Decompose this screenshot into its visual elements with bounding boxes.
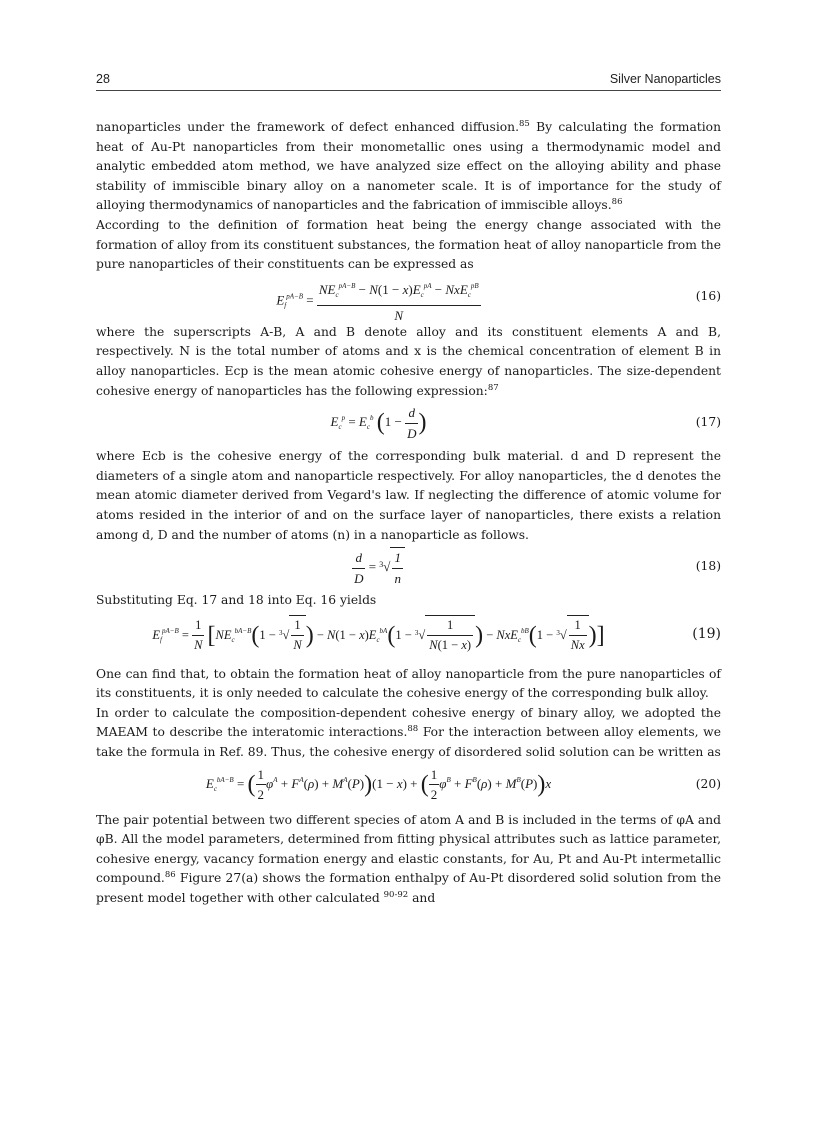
citation: 90-92	[383, 890, 409, 901]
page-body	[96, 118, 721, 909]
citation: 86	[611, 197, 623, 208]
citation: 85	[519, 119, 530, 129]
equation-number: (19)	[692, 625, 721, 642]
paragraph-6: One can find that, to obtain the formation heat of alloy nanoparticle from the pure nanoparticles of its constituents, it is only needed to calculate the cohesive energy of the corresponding bulk alloy.	[96, 666, 721, 701]
header-rule	[96, 90, 721, 91]
equation-19: $E_f^{pA-B}$ = $\frac{1}{N}$ [$NE_c^{bA-B}(1 - ^3√$ $\frac{1}{N}$ ) − $N(1 - x)E_c^{bA}(1 - ^3√$ $\frac{1}{N(1 - x)}$ ) − NxE$_c^{bB}$(1 − $^3$√ $\frac{1}{Nx}$ )] (19)	[96, 611, 721, 665]
citation: 86	[164, 870, 176, 881]
equation-number: (16)	[695, 288, 721, 303]
equation-number: (18)	[695, 559, 721, 574]
paragraph-4: where Ecb is the cohesive energy of the corresponding bulk material. d and D represent the diameters of a single atom and nanoparticle respectively. For alloy nanoparticles, the d denotes the mean atomic diameter derived from Vegard's law. If neglecting the difference of atomic volume for atoms resided in the interior of and on the surface layer of nanoparticles, there exists a relation among d, D and the number of atoms (n) in a nanoparticle as follows.	[96, 449, 721, 542]
paragraph-7: In order to calculate the composition-dependent cohesive energy of binary alloy, we adopted the MAEAM to describe the interatomic interactions.$^{88}$ For the interaction between alloy elements, we take the formula in Ref. 89. Thus, the cohesive energy of disordered solid solution can be written as	[96, 705, 721, 760]
paragraph-5: Substituting Eq. 17 and 18 into Eq. 16 yields	[96, 593, 377, 608]
equation-16: $E_f^{pA-B}$ = $\frac{NE_c^{pA-B} - N(1 - x)E_c^{pA} - NxE_c^{pB}}{N}$ (16)	[96, 275, 721, 323]
equation-number: (17)	[695, 415, 721, 430]
running-title: Silver Nanoparticles	[609, 72, 721, 86]
page-number: 28	[96, 72, 110, 86]
paragraph-1: nanoparticles under the framework of defect enhanced diffusion.$^{85}$ By calculating the formation heat of Au-Pt nanoparticles from their monometallic ones using a thermodynamic model and analytic embedded atom method, we have analyzed size effect on the alloying ability and phase stability of immiscible binary alloy on a nanometer scale. It is of importance for the study of alloying thermodynamics of nanoparticles and the fabrication of immiscible alloys.$^{86}$	[96, 119, 721, 213]
paragraph-8: The pair potential between two different species of atom A and B is included in the terms of φA and φB. All the model parameters, determined from fitting physical attributes such as lattice parameter, cohesive energy, vacancy formation energy and elastic constants, for Au, Pt and Au-Pt intermetallic compound.$^{86}$ Figure 27(a) shows the formation enthalpy of Au-Pt disordered solid solution from the present model together with other calculated $^{90-92}$ and	[96, 812, 721, 906]
paragraph-3: where the superscripts A-B, A and B denote alloy and its constituent elements A and B, respectively. N is the total number of atoms and x is the chemical concentration of element B in alloy nanoparticles. Ecp is the mean atomic cohesive energy of nanoparticles. The size-dependent cohesive energy of nanoparticles has the following expression:$^{87}$	[96, 324, 721, 398]
paragraph-2: According to the definition of formation heat being the energy change associated with the formation of alloy from its constituent substances, the formation heat of alloy nanoparticle from the pure nanoparticles of their constituents can be expressed as	[96, 217, 721, 272]
equation-18: $\frac{d}{D}$ = $^3$√ $\frac{1}{n}$ (18)	[96, 545, 721, 591]
equation-17: $E_c^p = E_c^b$ (1 − $\frac{d}{D}$ ) (17)	[330, 405, 721, 441]
citation: 88	[407, 724, 419, 735]
equation-number: (20)	[695, 776, 721, 791]
running-header	[96, 70, 721, 90]
citation: 87	[487, 382, 499, 393]
equation-20: $E_c^{bA-B}$ = ( $\frac{1}{2}$ $\varphi^A + F^A(\rho) + M^A(P))(1 - x)$ + ( $\frac{1}{2}$ $\varphi^B + F^B(\rho) + M^B(P))x$ (20)	[205, 766, 721, 803]
